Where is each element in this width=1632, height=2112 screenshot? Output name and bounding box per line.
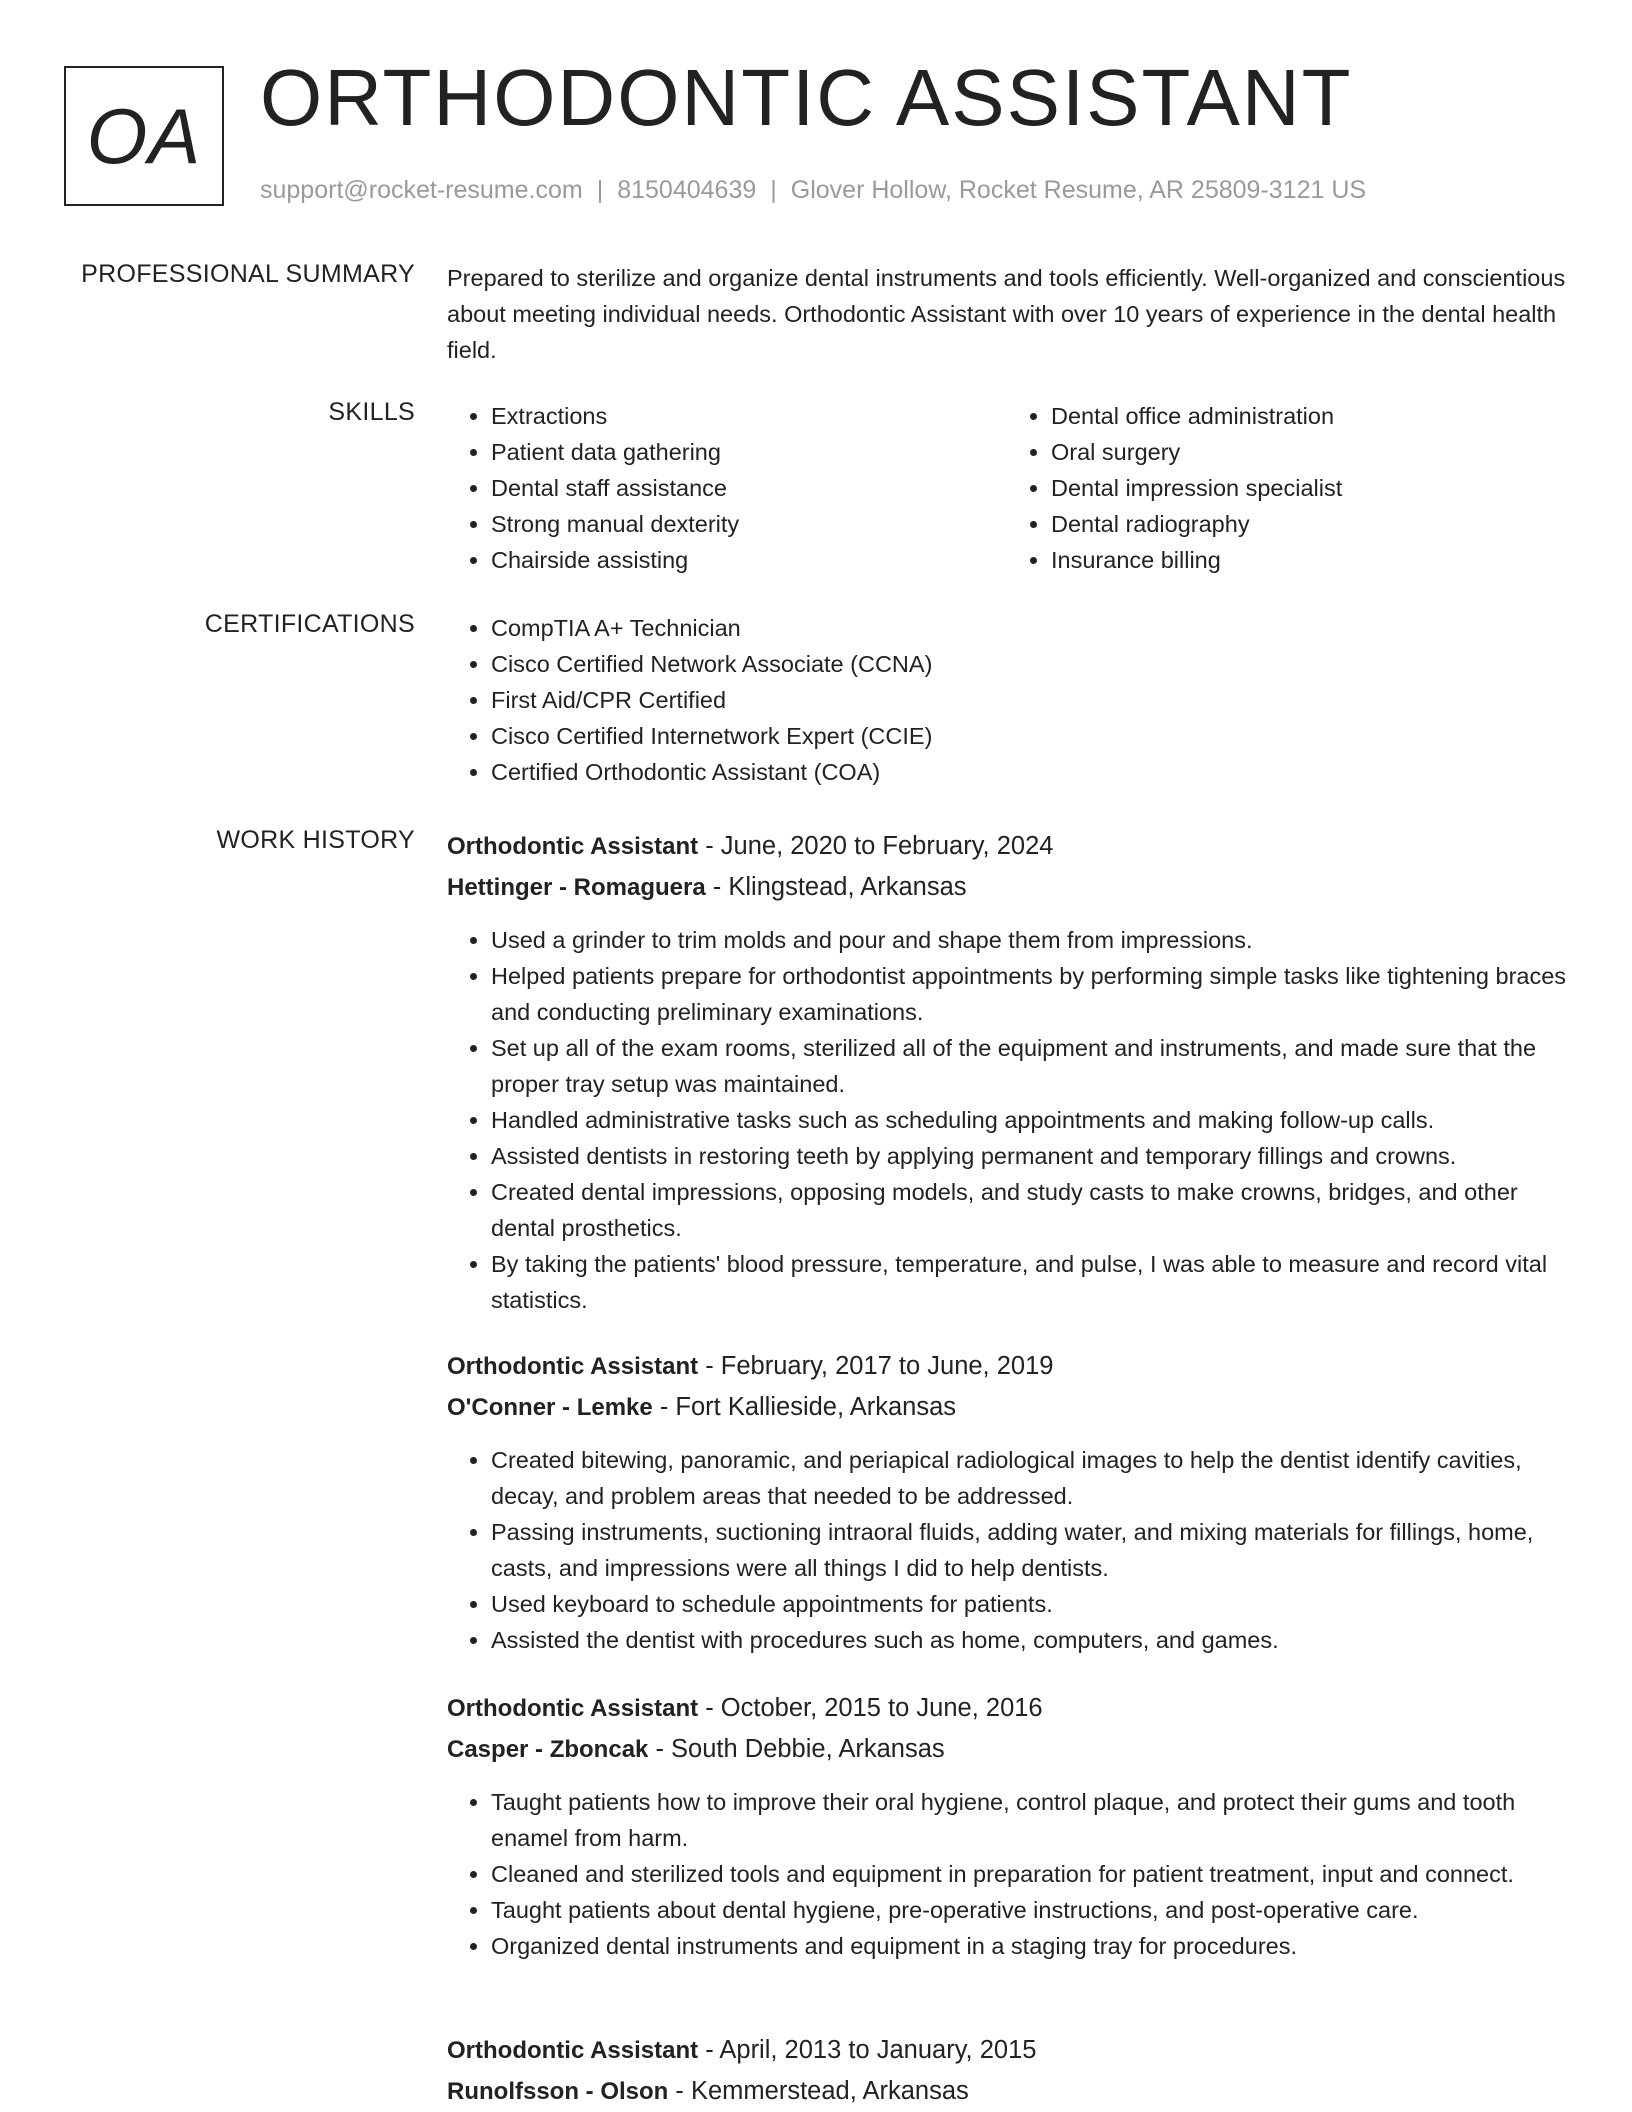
contact-separator: |	[596, 176, 604, 204]
skill-item: • Dental impression specialist	[1051, 470, 1567, 506]
job-title-line	[447, 2030, 1567, 2071]
job-bullet: • By taking the patients' blood pressure, temperature, and pulse, I was able to measure and record vital statistics.	[491, 1246, 1567, 1318]
job-location: - Klingstead, Arkansas	[705, 873, 967, 901]
summary-text: Prepared to sterilize and organize dental instruments and tools efficiently. Well-organized and conscientious about meeting individual needs. Orthodontic Assistant with over 10 years of experience in the dental health field.	[447, 265, 1566, 363]
job-bullet: • Taught patients about dental hygiene, pre-operative instructions, and post-operative care.	[491, 1892, 1567, 1928]
skills-body	[447, 398, 1567, 578]
job-title: Orthodontic Assistant	[447, 833, 699, 860]
job-entry	[447, 2030, 1567, 2112]
job-company-line	[447, 867, 1567, 908]
job-entry	[447, 1346, 1567, 1658]
job-title: Orthodontic Assistant	[447, 2037, 699, 2064]
job-bullets	[447, 922, 1567, 1318]
contact-address: Glover Hollow, Rocket Resume, AR 25809-3121 US	[790, 176, 1367, 204]
job-bullet: • Used a grinder to trim molds and pour and shape them from impressions.	[491, 922, 1567, 958]
job-company-line	[447, 2071, 1567, 2112]
job-title-line	[447, 1346, 1567, 1387]
job-bullet: • Set up all of the exam rooms, sterilized all of the equipment and instruments, and made sure that the proper tray setup was maintained.	[491, 1030, 1567, 1102]
job-location: - South Debbie, Arkansas	[648, 1735, 945, 1763]
job-title-line	[447, 826, 1567, 867]
job-bullet: • Organized dental instruments and equipment in a staging tray for procedures.	[491, 1928, 1567, 1964]
job-title: Orthodontic Assistant	[447, 1353, 699, 1380]
skills-list-right	[1007, 398, 1567, 578]
skill-item: • Dental office administration	[1051, 398, 1567, 434]
summary-body	[447, 260, 1567, 368]
job-bullet: • Used keyboard to schedule appointments for patients.	[491, 1586, 1567, 1622]
contact-email[interactable]: support@rocket-resume.com	[260, 176, 583, 204]
skill-item: • Dental staff assistance	[491, 470, 1007, 506]
job-bullet: • Created bitewing, panoramic, and periapical radiological images to help the dentist identify cavities, decay, and problem areas that needed to be addressed.	[491, 1442, 1567, 1514]
job-company: Casper - Zboncak	[447, 1736, 649, 1763]
resume-title: ORTHODONTIC ASSISTANT	[260, 53, 1353, 142]
job-bullet: • Assisted the dentist with procedures such as home, computers, and games.	[491, 1622, 1567, 1658]
skill-item: • Dental radiography	[1051, 506, 1567, 542]
certifications-list	[447, 610, 1567, 790]
section-label-work-history: WORK HISTORY	[216, 826, 415, 854]
skills-list-left	[447, 398, 1007, 578]
skill-item: • Oral surgery	[1051, 434, 1567, 470]
certification-item: • Cisco Certified Network Associate (CCNA)	[491, 646, 1567, 682]
monogram-box	[64, 66, 224, 206]
job-entry	[447, 826, 1567, 1318]
skill-item: • Patient data gathering	[491, 434, 1007, 470]
certification-item: • First Aid/CPR Certified	[491, 682, 1567, 718]
job-title: Orthodontic Assistant	[447, 1695, 699, 1722]
job-bullets	[447, 1784, 1567, 1964]
job-entry	[447, 1688, 1567, 1964]
job-company: Hettinger - Romaguera	[447, 874, 706, 901]
job-bullet: • Created dental impressions, opposing models, and study casts to make crowns, bridges, and other dental prosthetics.	[491, 1174, 1567, 1246]
job-company: Runolfsson - Olson	[447, 2078, 669, 2105]
job-dates: - June, 2020 to February, 2024	[698, 832, 1054, 860]
monogram-initials: OA	[86, 91, 202, 180]
job-title-line	[447, 1688, 1567, 1729]
job-dates: - February, 2017 to June, 2019	[698, 1352, 1054, 1380]
job-bullet: • Taught patients how to improve their oral hygiene, control plaque, and protect their gums and tooth enamel from harm.	[491, 1784, 1567, 1856]
job-bullet: • Assisted dentists in restoring teeth by applying permanent and temporary fillings and crowns.	[491, 1138, 1567, 1174]
contact-separator: |	[770, 176, 777, 204]
job-bullet: • Cleaned and sterilized tools and equipment in preparation for patient treatment, input and connect.	[491, 1856, 1567, 1892]
skill-item: • Extractions	[491, 398, 1007, 434]
job-location: - Kemmerstead, Arkansas	[668, 2077, 969, 2105]
contact-line	[260, 176, 1366, 205]
job-bullet: • Handled administrative tasks such as scheduling appointments and making follow-up calls.	[491, 1102, 1567, 1138]
skill-item: • Chairside assisting	[491, 542, 1007, 578]
certification-item: • Cisco Certified Internetwork Expert (CCIE)	[491, 718, 1567, 754]
certification-item: • CompTIA A+ Technician	[491, 610, 1567, 646]
skill-item: • Insurance billing	[1051, 542, 1567, 578]
certification-item: • Certified Orthodontic Assistant (COA)	[491, 754, 1567, 790]
job-company-line	[447, 1729, 1567, 1770]
section-label-summary: PROFESSIONAL SUMMARY	[81, 260, 415, 288]
section-label-skills: SKILLS	[328, 398, 415, 426]
job-bullet: • Passing instruments, suctioning intraoral fluids, adding water, and mixing materials for fillings, home, casts, and impressions were all things I did to help dentists.	[491, 1514, 1567, 1586]
job-bullet: • Helped patients prepare for orthodontist appointments by performing simple tasks like tightening braces and conducting preliminary examinations.	[491, 958, 1567, 1030]
section-label-certifications: CERTIFICATIONS	[204, 610, 415, 638]
job-dates: - October, 2015 to June, 2016	[698, 1694, 1043, 1722]
contact-phone[interactable]: 8150404639	[617, 176, 757, 204]
job-company: O'Conner - Lemke	[447, 1394, 653, 1421]
skill-item: • Strong manual dexterity	[491, 506, 1007, 542]
job-company-line	[447, 1387, 1567, 1428]
job-dates: - April, 2013 to January, 2015	[698, 2036, 1037, 2064]
job-bullets	[447, 1442, 1567, 1658]
job-location: - Fort Kallieside, Arkansas	[652, 1393, 957, 1421]
certifications-body	[447, 610, 1567, 790]
